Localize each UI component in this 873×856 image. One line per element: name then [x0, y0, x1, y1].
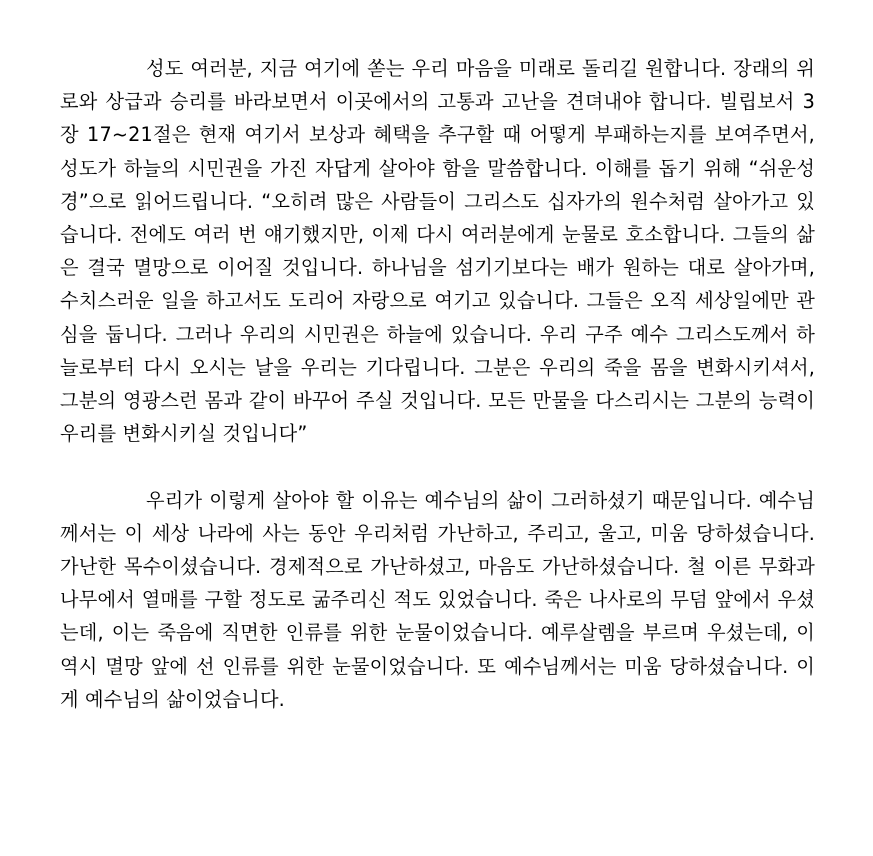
paragraph-2: 우리가 이렇게 살아야 할 이유는 예수님의 삶이 그러하셨기 때문입니다. 예수님께서는 이 세상 나라에 사는 동안 우리처럼 가난하고, 주리고, 울고, 미움 당하셨습니다. 가난한 목수이셨습니다. 경제적으로 가난하셨고, 마음도 가난하셨습니다. 철 이른 무화과나무에서 열매를 구할 정도로 굶주리신 적도 있었습니다. 죽은 나사로의 무덤 앞에서 우셨는데, 이는 죽음에 직면한 인류를 위한 눈물이었습니다. 예루살렘을 부르며 우셨는데, 이 역시 멸망 앞에 선 인류를 위한 눈물이었습니다. 또 예수님께서는 미움 당하셨습니다. 이게 예수님의 삶이었습니다. — [60, 488, 815, 711]
paragraph-1: 성도 여러분, 지금 여기에 쏟는 우리 마음을 미래로 돌리길 원합니다. 장래의 위로와 상급과 승리를 바라보면서 이곳에서의 고통과 고난을 견뎌내야 합니다. 빌립보서 3장 17~21절은 현재 여기서 보상과 혜택을 추구할 때 어떻게 부패하는지를 보여주면서, 성도가 하늘의 시민권을 가진 자답게 살아야 함을 말씀합니다. 이해를 돕기 위해 “쉬운성경”으로 읽어드립니다. “오히려 많은 사람들이 그리스도 십자가의 원수처럼 살아가고 있습니다. 전에도 여러 번 얘기했지만, 이제 다시 여러분에게 눈물로 호소합니다. 그들의 삶은 결국 멸망으로 이어질 것입니다. 하나님을 섬기기보다는 배가 원하는 대로 살아가며, 수치스러운 일을 하고서도 도리어 자랑으로 여기고 있습니다. 그들은 오직 세상일에만 관심을 둡니다. 그러나 우리의 시민권은 하늘에 있습니다. 우리 구주 예수 그리스도께서 하늘로부터 다시 오시는 날을 우리는 기다립니다. 그분은 우리의 죽을 몸을 변화시키셔서, 그분의 영광스런 몸과 같이 바꾸어 주실 것입니다. 모든 만물을 다스리시는 그분의 능력이 우리를 변화시키실 것입니다” — [60, 57, 815, 446]
